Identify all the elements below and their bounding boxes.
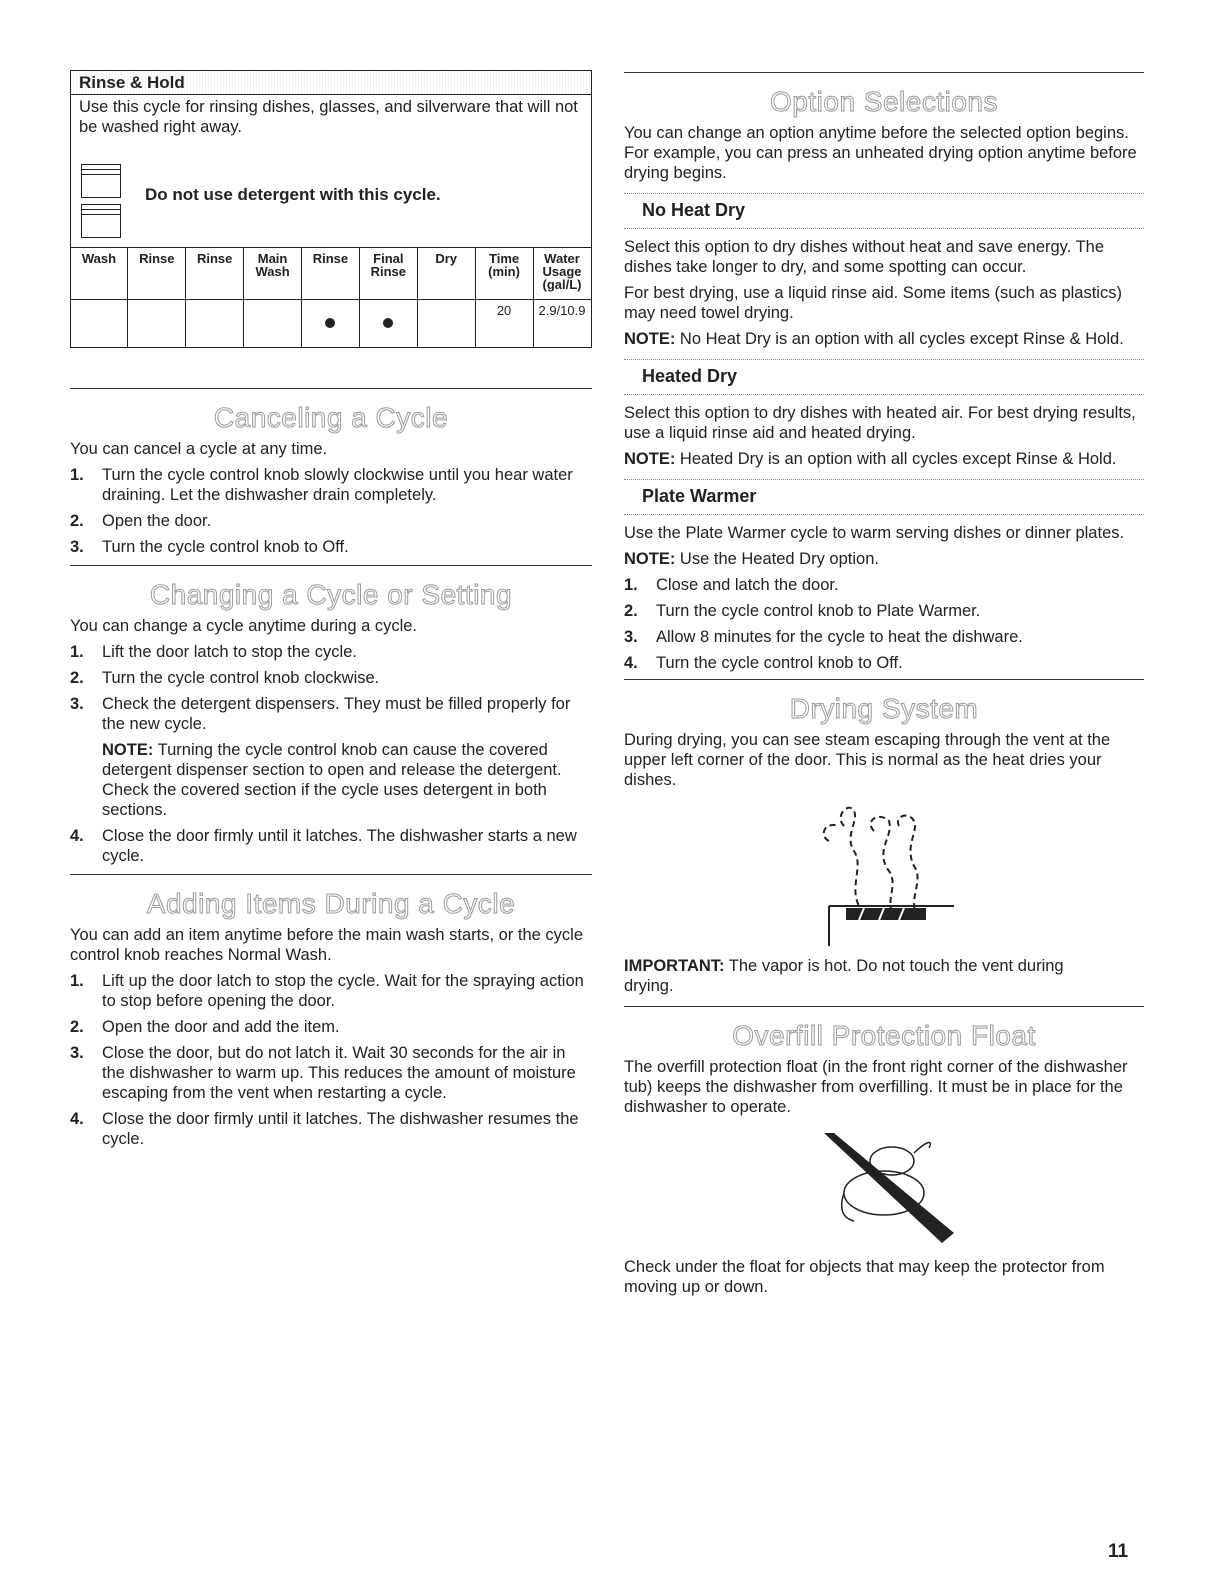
col-rinse-2: Rinse [186,248,244,300]
canceling-section [70,388,592,557]
drying-intro: During drying, you can see steam escaping through the vent at the upper left corner of the door. This is normal as the heat dries your dishes. [624,731,1111,789]
overfill-outro: Check under the float for objects that may keep the protector from moving up or down. [624,1258,1105,1296]
detergent-warning: Do not use detergent with this cycle. [145,185,441,204]
step-text: Turn the cycle control knob to Off. [102,537,349,556]
step-text: Open the door. [102,511,212,530]
cycle-table-header [70,248,591,300]
overfill-intro: The overfill protection float (in the front right corner of the dishwasher tub) keeps the dishwasher from overfilling. It must be in place for the dishwasher to operate. [624,1058,1128,1116]
table-row [70,300,591,348]
step-text: Allow 8 minutes for the cycle to heat the dishware. [656,628,1023,646]
note-text: Use the Heated Dry option. [675,550,879,568]
step-text: Open the door and add the item. [102,1017,340,1036]
cell-water-usage: 2.9/10.9 [533,300,591,348]
canceling-steps [70,465,592,557]
no-heat-dry-title: No Heat Dry [624,193,1144,229]
options-section [624,72,1144,673]
step-number: 1. [70,642,84,661]
rinse-hold-description: Use this cycle for rinsing dishes, glasses, and silverware that will not be washed right away. [79,98,578,136]
cell-rinse-3 [302,300,360,348]
adding-title: Adding Items During a Cycle [146,887,516,919]
drying-section [624,679,1144,996]
adding-section [70,874,592,1149]
list-item [70,826,592,866]
list-item [624,653,1144,673]
step-text: Close the door, but do not latch it. Wait 30 seconds for the air in the dishwasher to warm up. This reduces the amount of moisture escaping from the vent when restarting a cycle. [102,1043,576,1102]
col-water-usage: Water Usage (gal/L) [533,248,591,300]
list-item [70,971,592,1011]
list-item [624,575,1144,595]
step-number: 1. [70,971,84,990]
note-label: NOTE: [102,740,154,759]
adding-intro: You can add an item anytime before the main wash starts, or the cycle control knob reaches Normal Wash. [70,925,583,964]
changing-steps-cont [70,826,592,866]
note-text: Turning the cycle control knob can cause the covered detergent dispenser section to open and release the detergent. Check the covered section if the cycle uses detergent in both sections. [102,740,562,819]
rinse-hold-box [70,70,592,348]
step-number: 2. [70,511,84,530]
no-heat-dry-p2: For best drying, use a liquid rinse aid. Some items (such as plastics) may need towel drying. [624,284,1122,322]
page-number: 11 [1108,1541,1129,1562]
cycle-table [70,247,592,348]
list-item [624,627,1144,647]
no-heat-dry-p1: Select this option to dry dishes without heat and save energy. The dishes take longer to dry, and some spotting can occur. [624,238,1105,276]
important-label: IMPORTANT: [624,957,725,975]
changing-title: Changing a Cycle or Setting [149,578,513,610]
canceling-title: Canceling a Cycle [213,401,449,433]
canceling-intro: You can cancel a cycle at any time. [70,439,328,458]
cell-rinse-2 [186,300,244,348]
step-number: 3. [70,694,84,713]
plate-warmer-steps [624,575,1144,673]
right-column [624,70,1144,1303]
list-item [70,668,592,688]
note-label: NOTE: [624,450,676,468]
changing-section [70,565,592,866]
adding-steps [70,971,592,1149]
step-number: 4. [70,826,84,845]
heated-dry-p1: Select this option to dry dishes with heated air. For best drying results, use a liquid rinse aid and heated drying. [624,404,1136,442]
step-text: Close and latch the door. [656,576,839,594]
cell-rinse-1 [128,300,186,348]
plate-warmer-title: Plate Warmer [624,479,1144,515]
steam-vent-illustration [804,796,964,946]
changing-intro: You can change a cycle anytime during a cycle. [70,616,418,635]
plate-warmer-note [624,549,1144,569]
col-rinse-1: Rinse [128,248,186,300]
cell-main-wash [244,300,302,348]
drying-important [624,956,1064,996]
options-title: Option Selections [770,86,998,117]
drying-title: Drying System [789,693,979,724]
left-column [70,70,592,1155]
col-main-wash: Main Wash [244,248,302,300]
cell-dry [417,300,475,348]
step-number: 1. [70,465,84,484]
col-final-rinse: Final Rinse [359,248,417,300]
step-text: Turn the cycle control knob to Plate Warmer. [656,602,981,620]
step-number: 3. [70,537,84,556]
step-number: 2. [70,668,84,687]
cell-final-rinse [359,300,417,348]
bullet-icon [325,318,335,328]
col-time: Time (min) [475,248,533,300]
detergent-warning-row [71,155,591,247]
note-label: NOTE: [624,330,676,348]
list-item [70,1043,592,1103]
list-item [70,537,592,557]
heated-dry-title: Heated Dry [624,359,1144,395]
step-number: 3. [624,628,638,646]
cell-time: 20 [475,300,533,348]
step-text: Check the detergent dispensers. They must be filled properly for the new cycle. [102,694,571,733]
detergent-dispenser-icon [81,164,121,238]
step-text: Turn the cycle control knob slowly clockwise until you hear water draining. Let the dishwasher drain completely. [102,465,573,504]
step-number: 3. [70,1043,84,1062]
options-intro: You can change an option anytime before the selected option begins. For example, you can press an unheated drying option anytime before drying begins. [624,124,1137,182]
step-text: Close the door firmly until it latches. The dishwasher resumes the cycle. [102,1109,579,1148]
step-number: 1. [624,576,638,594]
note-text: No Heat Dry is an option with all cycles except Rinse & Hold. [675,330,1124,348]
rinse-hold-title: Rinse & Hold [71,71,591,95]
list-item [70,642,592,662]
note-text: Heated Dry is an option with all cycles except Rinse & Hold. [675,450,1117,468]
no-heat-dry-note [624,329,1144,349]
list-item [70,511,592,531]
list-item [70,1109,592,1149]
col-dry: Dry [417,248,475,300]
bullet-icon [383,318,393,328]
step-text: Turn the cycle control knob clockwise. [102,668,380,687]
step-number: 2. [70,1017,84,1036]
overfill-title: Overfill Protection Float [732,1020,1036,1051]
step-number: 4. [70,1109,84,1128]
cell-wash [70,300,128,348]
step-number: 2. [624,602,638,620]
col-wash: Wash [70,248,128,300]
list-item [70,694,592,734]
changing-note [102,740,592,820]
step-text: Turn the cycle control knob to Off. [656,654,903,672]
plate-warmer-p1: Use the Plate Warmer cycle to warm serving dishes or dinner plates. [624,524,1125,542]
step-text: Close the door firmly until it latches. The dishwasher starts a new cycle. [102,826,577,865]
overfill-section [624,1006,1144,1297]
step-text: Lift up the door latch to stop the cycle. Wait for the spraying action to stop before opening the door. [102,971,584,1010]
step-number: 4. [624,654,638,672]
important-text: The vapor is hot. Do not touch the vent during drying. [624,957,1064,995]
step-text: Lift the door latch to stop the cycle. [102,642,357,661]
col-rinse-3: Rinse [302,248,360,300]
list-item [70,465,592,505]
heated-dry-note [624,449,1144,469]
note-label: NOTE: [624,550,676,568]
overfill-float-illustration [814,1133,954,1243]
list-item [624,601,1144,621]
list-item [70,1017,592,1037]
changing-steps [70,642,592,734]
